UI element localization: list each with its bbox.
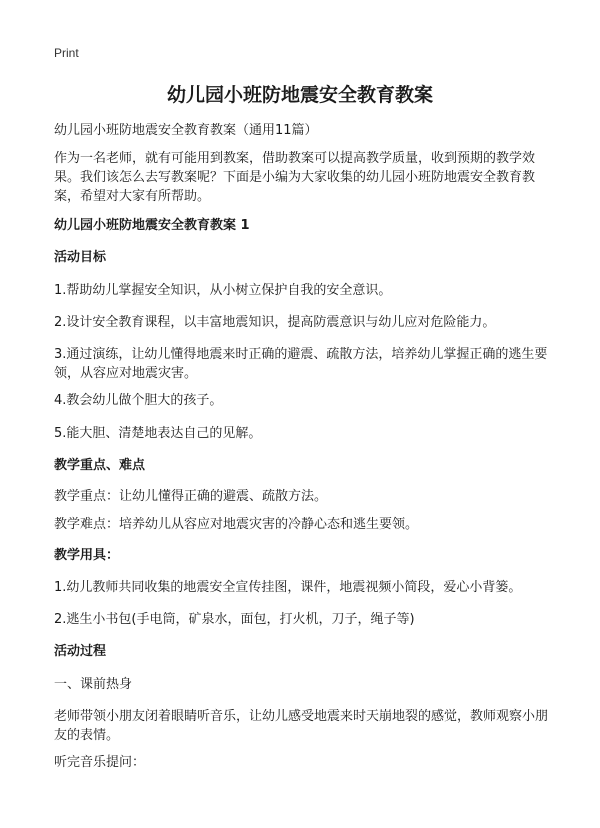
goal-item: 5.能大胆、清楚地表达自己的见解。 (54, 426, 262, 441)
process-step-text: 老师带领小朋友闭着眼睛听音乐，让幼儿感受地震来时天崩地裂的感觉，教师观察小朋友的表情。 (54, 709, 549, 743)
process-heading: 活动过程 (54, 644, 107, 659)
materials-heading: 教学用具： (54, 548, 120, 563)
process-step: 一、课前热身 (54, 677, 133, 692)
material-item: 2.逃生小书包(手电筒，矿泉水，面包，打火机，刀子，绳子等) (54, 612, 415, 627)
print-label[interactable]: Print (54, 46, 79, 60)
goal-item: 1.帮助幼儿掌握安全知识，从小树立保护自我的安全意识。 (54, 283, 392, 298)
document-title: 幼儿园小班防地震安全教育教案 (166, 84, 433, 106)
focus-heading: 教学重点、难点 (54, 458, 146, 473)
process-question: 听完音乐提问： (54, 755, 146, 770)
goal-item: 3.通过演练，让幼儿懂得地震来时正确的避震、疏散方法，培养幼儿掌握正确的逃生要领，从容应对地震灾害。 (54, 347, 548, 381)
material-item: 1.幼儿教师共同收集的地震安全宣传挂图，课件，地震视频小简段，爱心小背篓。 (54, 580, 522, 595)
goals-heading: 活动目标 (54, 250, 107, 265)
subtitle: 幼儿园小班防地震安全教育教案（通用11篇） (54, 123, 318, 138)
section-title: 幼儿园小班防地震安全教育教案 1 (54, 218, 250, 233)
goal-item: 2.设计安全教育课程，以丰富地震知识，提高防震意识与幼儿应对危险能力。 (54, 315, 496, 330)
goal-item: 4.教会幼儿做个胆大的孩子。 (54, 393, 223, 408)
intro-paragraph: 作为一名老师，就有可能用到教案，借助教案可以提高教学质量，收到预期的教学效果。我们该怎么去写教案呢？下面是小编为大家收集的幼儿园小班防地震安全教育教案，希望对大家有所帮助。 (54, 151, 536, 204)
focus-difficulty: 教学难点：培养幼儿从容应对地震灾害的冷静心态和逃生要领。 (54, 517, 419, 532)
focus-key: 教学重点：让幼儿懂得正确的避震、疏散方法。 (54, 489, 328, 504)
